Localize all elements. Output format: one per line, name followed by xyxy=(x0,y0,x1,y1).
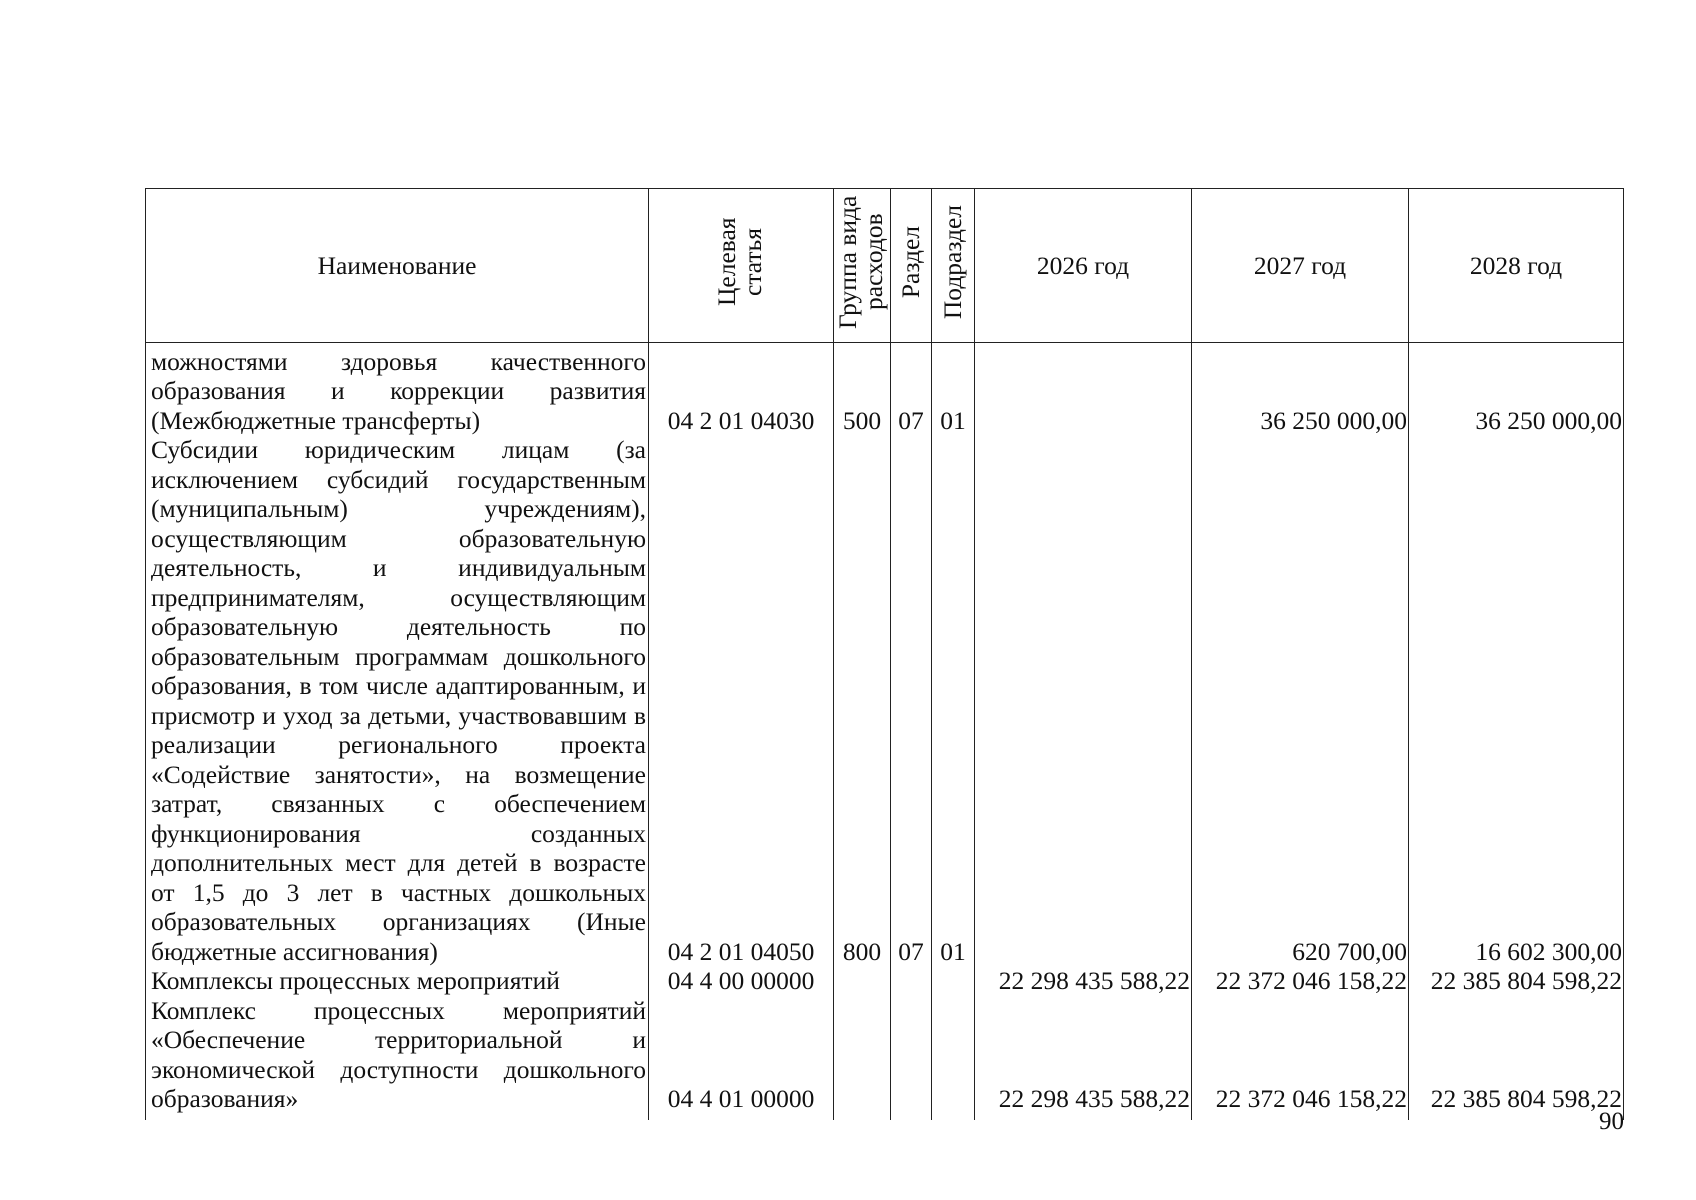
row-expense-group: 800 xyxy=(834,435,891,966)
row-amount-2027: 22 372 046 158,22 xyxy=(1192,996,1409,1120)
header-year-2027: 2027 год xyxy=(1192,189,1409,343)
row-amount-2028: 22 385 804 598,22 xyxy=(1409,966,1624,996)
header-name: Наименование xyxy=(146,189,649,343)
row-section: 07 xyxy=(891,342,932,435)
row-expense-group: 500 xyxy=(834,342,891,435)
table-row xyxy=(146,342,1624,435)
row-subsection xyxy=(932,996,975,1120)
row-subsection: 01 xyxy=(932,342,975,435)
row-amount-2028: 22 385 804 598,22 xyxy=(1409,996,1624,1120)
header-year-2026: 2026 год xyxy=(975,189,1192,343)
row-section xyxy=(891,996,932,1120)
row-target-article: 04 4 01 00000 xyxy=(649,996,834,1120)
row-target-article: 04 2 01 04030 xyxy=(649,342,834,435)
table-row xyxy=(146,966,1624,996)
row-amount-2027: 36 250 000,00 xyxy=(1192,342,1409,435)
table-row xyxy=(146,435,1624,966)
header-target-article: Целевая статья xyxy=(649,189,834,343)
row-name: Субсидии юридическим лицам (за исключением субсидий государственным (муниципальным) учреждениям), осуществляющим образовательную деятельность, и индивидуальным предпринимателям, осуществляющим образовательную деятельность по образовательным программам дошкольного образования, в том числе адаптированным, и присмотр и уход за детьми, участвовавшим в реализации регионального проекта «Содействие занятости», на возмещение затрат, связанных с обеспечением функционирования созданных дополнительных мест для детей в возрасте от 1,5 до 3 лет в частных дошкольных образовательных организациях (Иные бюджетные ассигнования) xyxy=(146,435,649,966)
row-amount-2027: 22 372 046 158,22 xyxy=(1192,966,1409,996)
row-section: 07 xyxy=(891,435,932,966)
table-row xyxy=(146,996,1624,1120)
table-header-row xyxy=(146,189,1624,343)
row-name: Комплексы процессных мероприятий xyxy=(146,966,649,996)
row-amount-2026: 22 298 435 588,22 xyxy=(975,996,1192,1120)
row-name: Комплекс процессных мероприятий «Обеспечение территориальной и экономической доступности дошкольного образования» xyxy=(146,996,649,1120)
page-number: 90 xyxy=(1599,1108,1624,1135)
row-target-article: 04 2 01 04050 xyxy=(649,435,834,966)
row-amount-2028: 36 250 000,00 xyxy=(1409,342,1624,435)
row-subsection xyxy=(932,966,975,996)
row-amount-2026 xyxy=(975,342,1192,435)
row-expense-group xyxy=(834,966,891,996)
row-expense-group xyxy=(834,996,891,1120)
row-amount-2027: 620 700,00 xyxy=(1192,435,1409,966)
row-subsection: 01 xyxy=(932,435,975,966)
header-section: Раздел xyxy=(891,189,932,343)
row-name: можностями здоровья качественного образования и коррекции развития (Межбюджетные трансферты) xyxy=(146,342,649,435)
row-target-article: 04 4 00 00000 xyxy=(649,966,834,996)
row-amount-2026 xyxy=(975,435,1192,966)
row-amount-2028: 16 602 300,00 xyxy=(1409,435,1624,966)
row-amount-2026: 22 298 435 588,22 xyxy=(975,966,1192,996)
budget-table xyxy=(145,188,1624,1120)
header-subsection: Подраздел xyxy=(932,189,975,343)
row-section xyxy=(891,966,932,996)
header-expense-group: Группа вида расходов xyxy=(834,189,891,343)
header-year-2028: 2028 год xyxy=(1409,189,1624,343)
